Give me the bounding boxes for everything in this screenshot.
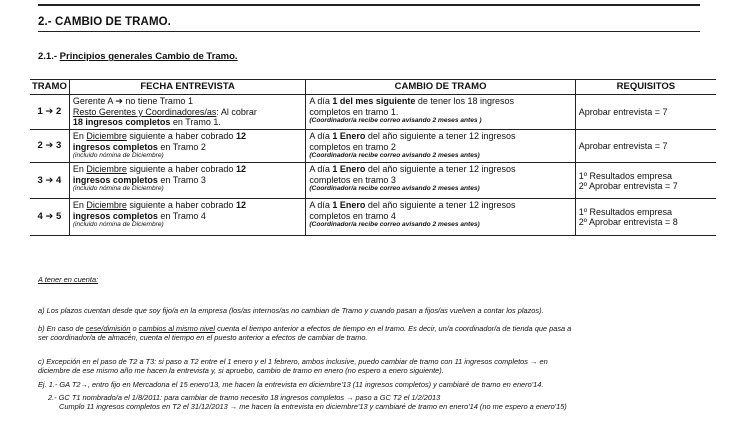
fecha-note: (incluido nómina de Diciembre)	[72, 185, 164, 193]
table-row	[30, 199, 716, 236]
fecha-note: (incluido nómina de Diciembre)	[72, 221, 164, 229]
cambio-cell: A día 1 del mes siguiente de tener los 18 ingresos completos en tramo 1. (Coordinador/a recibe correo avisando 2 meses antes )	[306, 95, 575, 130]
fecha-cell: En Diciembre siguiente a haber cobrado 12 ingresos completos en Tramo 4 (incluido nómina de Diciembre)	[69, 199, 306, 236]
cambio-note: (Coordinador/a recibe correo avisando 2 meses antes)	[309, 152, 480, 160]
cambio-cell: A día 1 Enero del año siguiente a tener 12 ingresos completos en tramo 2 (Coordinador/a recibe correo avisando 2 meses antes)	[306, 130, 575, 163]
table-row	[30, 130, 716, 163]
top-rule	[38, 4, 700, 6]
table-row	[30, 163, 716, 199]
cambio-note: (Coordinador/a recibe correo avisando 2 meses antes )	[309, 117, 482, 125]
requisitos-cell: Aprobar entrevista = 7	[575, 95, 716, 130]
arrow-right-icon: ➔	[115, 96, 123, 107]
example-1: Ej. 1.- GA T2→, entro fijo en Mercadona el 15 enero'13, me hacen la entrevista en diciembre'13 (11 ingresos completos) y cambiaré de tramo en enero'14.	[38, 380, 544, 389]
cambio-note: (Coordinador/a recibe correo avisando 2 meses antes)	[309, 185, 480, 193]
requisitos-cell: Aprobar entrevista = 7	[575, 130, 716, 163]
fecha-note: (incluido nómina de Diciembre)	[72, 152, 164, 160]
fecha-cell: Gerente A ➔ no tiene Tramo 1 Resto Gerentes y Coordinadores/as: Al cobrar 18 ingresos completos en Tramo 1.	[69, 95, 306, 130]
header-tramo: TRAMO	[30, 80, 69, 95]
cambio-note: (Coordinador/a recibe correo avisando 2 meses antes)	[309, 221, 480, 229]
tramo-cell: 4 ➔ 5	[30, 199, 69, 236]
notes-heading: A tener en cuenta:	[38, 275, 99, 284]
tramo-table	[30, 79, 716, 236]
fecha-cell: En Diciembre siguiente a haber cobrado 12 ingresos completos en Tramo 2 (incluido nómina de Diciembre)	[69, 130, 306, 163]
header-cambio-de-tramo: CAMBIO DE TRAMO	[306, 80, 575, 95]
requisitos-cell: 1º Resultados empresa 2º Aprobar entrevista = 7	[575, 163, 716, 199]
note-b: b) En caso de cese/dimisión o cambios al mismo nivel cuenta el tiempo anterior a efectos de tiempo en el tramo. Es decir, un/a coordinador/a de tienda que pasa a ser coordinador/a de almacén, cuenta el tiempo en el puesto anterior a efectos de cambiar de tramo.	[38, 324, 572, 342]
subsection-number: 2.1.-	[38, 51, 58, 62]
cambio-cell: A día 1 Enero del año siguiente a tener 12 ingresos completos en tramo 3 (Coordinador/a recibe correo avisando 2 meses antes)	[306, 163, 575, 199]
section-title: 2.- CAMBIO DE TRAMO.	[38, 16, 171, 28]
subsection-title-text: Principios generales Cambio de Tramo.	[59, 51, 238, 62]
header-fecha-entrevista: FECHA ENTREVISTA	[69, 80, 306, 95]
subsection-title	[38, 51, 238, 62]
example-2: 2.- GC T1 nombrado/a el 1/8/2011: para cambiar de tramo necesito 18 ingresos completos → paso a GC T2 el 1/2/2013 Cumplo 11 ingresos completos en T2 el 31/12/2013 → me hacen la entrevista en diciembre'13 y cambiaré de tramo en enero'14 (no me espero a enero'15)	[48, 393, 567, 411]
note-c: c) Excepción en el paso de T2 a T3: si paso a T2 entre el 1 enero y el 1 febrero, ambos inclusive, puedo cambiar de tramo con 11 ingresos completos → en diciembre de ese mismo año me hacen la entrevista y, si apruebo, cambio de tramo en enero (no espero a enero siguiente).	[38, 357, 548, 375]
tramo-cell: 3 ➔ 4	[30, 163, 69, 199]
example-label: Ej.	[38, 380, 47, 389]
title-rule	[38, 31, 700, 32]
requisitos-cell: 1º Resultados empresa 2º Aprobar entrevista = 8	[575, 199, 716, 236]
header-requisitos: REQUISITOS	[575, 80, 716, 95]
cambio-cell: A día 1 Enero del año siguiente a tener 12 ingresos completos en tramo 4 (Coordinador/a recibe correo avisando 2 meses antes)	[306, 199, 575, 236]
table-header-row	[30, 80, 716, 95]
tramo-cell: 1 ➔ 2	[30, 95, 69, 130]
note-a: a) Los plazos cuentan desde que soy fijo/a en la empresa (los/as internos/as no cambian de Tramo y cuando pasan a fijos/as vuelven a contar los plazos).	[38, 306, 544, 315]
table-row	[30, 95, 716, 130]
fecha-cell: En Diciembre siguiente a haber cobrado 12 ingresos completos en Tramo 3 (incluido nómina de Diciembre)	[69, 163, 306, 199]
tramo-cell: 2 ➔ 3	[30, 130, 69, 163]
